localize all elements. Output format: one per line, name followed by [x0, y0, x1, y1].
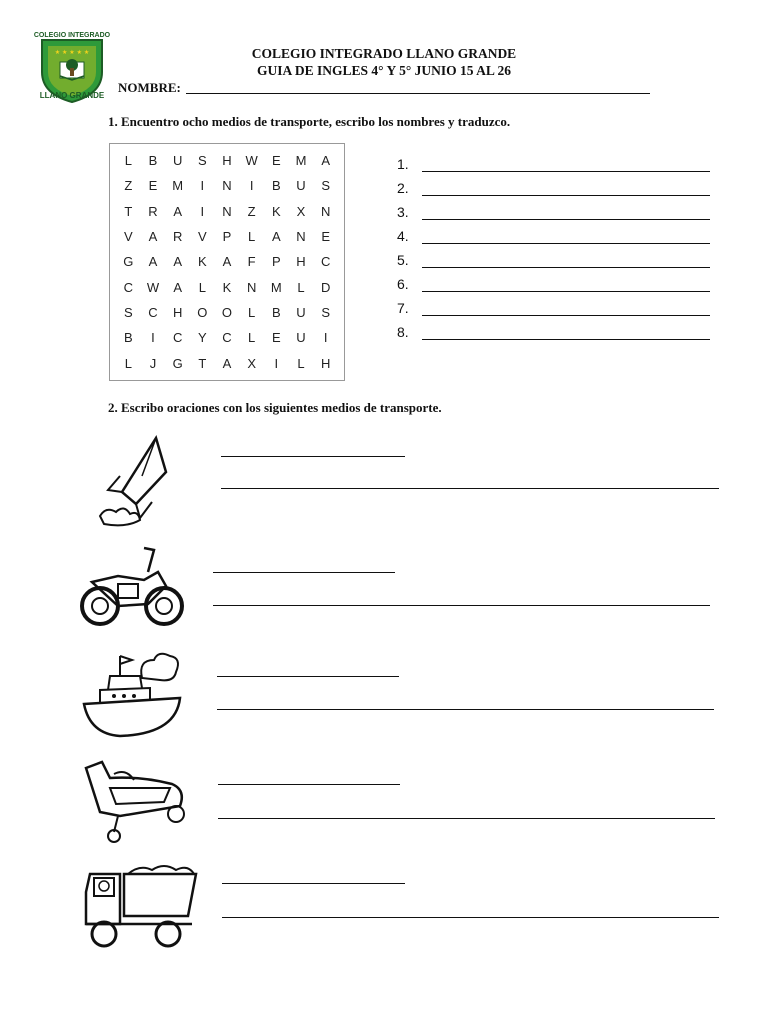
- grid-letter[interactable]: A: [321, 153, 330, 169]
- grid-letter[interactable]: M: [172, 178, 184, 194]
- grid-letter[interactable]: F: [247, 254, 256, 270]
- answer-number: 1.: [397, 156, 409, 172]
- svg-text:★ ★ ★ ★ ★: ★ ★ ★ ★ ★: [54, 49, 90, 56]
- grid-letter[interactable]: U: [172, 153, 183, 169]
- name-field-line[interactable]: [186, 93, 650, 94]
- grid-letter[interactable]: L: [198, 279, 206, 295]
- grid-letter[interactable]: B: [123, 330, 133, 346]
- grid-letter[interactable]: A: [222, 254, 232, 270]
- grid-letter[interactable]: E: [148, 178, 158, 194]
- answer-line[interactable]: [422, 291, 710, 292]
- grid-letter[interactable]: M: [270, 279, 282, 295]
- grid-letter[interactable]: S: [123, 305, 133, 321]
- grid-letter[interactable]: E: [271, 153, 281, 169]
- grid-letter[interactable]: P: [222, 229, 232, 245]
- school-title: COLEGIO INTEGRADO LLANO GRANDE: [251, 46, 517, 61]
- grid-letter[interactable]: B: [148, 153, 158, 169]
- grid-letter[interactable]: V: [123, 229, 133, 245]
- grid-letter[interactable]: S: [321, 178, 330, 194]
- grid-letter[interactable]: L: [124, 153, 132, 169]
- label-line-truck[interactable]: [222, 883, 405, 884]
- grid-letter[interactable]: I: [323, 330, 328, 346]
- label-line-ship[interactable]: [217, 676, 399, 677]
- answer-line[interactable]: [422, 219, 710, 220]
- grid-letter[interactable]: Z: [247, 203, 256, 219]
- sentence-line-airplane[interactable]: [218, 818, 715, 819]
- grid-letter[interactable]: C: [172, 330, 183, 346]
- answer-number: 7.: [397, 300, 409, 316]
- grid-letter[interactable]: K: [222, 279, 232, 295]
- grid-letter[interactable]: A: [173, 203, 182, 219]
- grid-letter[interactable]: G: [172, 355, 183, 371]
- sentence-line-rocket[interactable]: [221, 488, 719, 489]
- answer-number: 6.: [397, 276, 409, 292]
- grid-letter[interactable]: I: [274, 355, 279, 371]
- grid-letter[interactable]: C: [123, 279, 134, 295]
- grid-letter[interactable]: L: [297, 279, 305, 295]
- answer-line[interactable]: [422, 315, 710, 316]
- name-label: NOMBRE:: [118, 80, 181, 95]
- sentence-line-motorcycle[interactable]: [213, 605, 710, 606]
- grid-letter[interactable]: A: [148, 254, 158, 270]
- grid-letter[interactable]: X: [247, 355, 256, 371]
- grid-letter[interactable]: R: [148, 203, 158, 219]
- grid-letter[interactable]: A: [222, 355, 232, 371]
- grid-letter[interactable]: U: [296, 178, 306, 194]
- logo-text-bottom: LLANO GRANDE: [39, 91, 105, 100]
- grid-letter[interactable]: A: [271, 229, 281, 245]
- grid-letter[interactable]: B: [271, 178, 281, 194]
- grid-letter[interactable]: K: [197, 254, 207, 270]
- grid-letter[interactable]: U: [296, 305, 306, 321]
- grid-letter[interactable]: D: [320, 279, 331, 295]
- grid-letter[interactable]: M: [295, 153, 307, 169]
- grid-letter[interactable]: S: [321, 305, 330, 321]
- grid-letter[interactable]: L: [248, 330, 256, 346]
- grid-letter[interactable]: H: [296, 254, 306, 270]
- grid-letter[interactable]: H: [222, 153, 232, 169]
- grid-letter[interactable]: N: [246, 279, 257, 295]
- answer-line[interactable]: [422, 267, 710, 268]
- airplane-icon: [80, 758, 190, 851]
- grid-letter[interactable]: H: [320, 355, 331, 371]
- grid-letter[interactable]: G: [123, 254, 134, 270]
- grid-letter[interactable]: I: [200, 178, 205, 194]
- answer-line[interactable]: [422, 243, 710, 244]
- answer-line[interactable]: [422, 195, 710, 196]
- sentence-line-ship[interactable]: [217, 709, 714, 710]
- grid-letter[interactable]: L: [124, 355, 132, 371]
- answer-line[interactable]: [422, 171, 710, 172]
- grid-letter[interactable]: L: [297, 355, 305, 371]
- grid-letter[interactable]: H: [172, 305, 183, 321]
- grid-letter[interactable]: K: [271, 203, 281, 219]
- label-line-airplane[interactable]: [218, 784, 400, 785]
- grid-letter[interactable]: B: [271, 305, 281, 321]
- grid-letter[interactable]: P: [271, 254, 281, 270]
- grid-letter[interactable]: T: [124, 203, 133, 219]
- answer-line[interactable]: [422, 339, 710, 340]
- grid-letter[interactable]: I: [249, 178, 254, 194]
- grid-letter[interactable]: R: [172, 229, 183, 245]
- grid-letter[interactable]: A: [173, 254, 182, 270]
- grid-letter[interactable]: N: [320, 203, 331, 219]
- grid-letter[interactable]: L: [248, 305, 256, 321]
- grid-letter[interactable]: W: [245, 153, 258, 169]
- dump-truck-icon: [80, 862, 200, 957]
- answer-number: 2.: [397, 180, 409, 196]
- grid-letter[interactable]: N: [296, 229, 306, 245]
- grid-letter[interactable]: C: [222, 330, 232, 346]
- grid-letter[interactable]: Y: [197, 330, 207, 346]
- grid-letter[interactable]: I: [151, 330, 155, 346]
- grid-letter[interactable]: W: [146, 279, 160, 295]
- grid-letter[interactable]: X: [296, 203, 306, 219]
- grid-letter[interactable]: L: [248, 229, 256, 245]
- grid-letter[interactable]: O: [197, 305, 208, 321]
- logo-text-top: COLEGIO INTEGRADO: [33, 32, 111, 39]
- grid-letter[interactable]: O: [221, 305, 233, 321]
- label-line-rocket[interactable]: [221, 456, 405, 457]
- question-2-text: 2. Escribo oraciones con los siguientes medios de transporte.: [108, 400, 442, 415]
- grid-letter[interactable]: C: [148, 305, 158, 321]
- sentence-line-truck[interactable]: [222, 917, 719, 918]
- grid-letter[interactable]: A: [148, 229, 158, 245]
- rocket-icon: [96, 432, 180, 533]
- motorcycle-icon: [78, 546, 186, 641]
- grid-letter[interactable]: A: [173, 279, 182, 295]
- grid-letter[interactable]: U: [296, 330, 306, 346]
- question-1-text: 1. Encuentro ocho medios de transporte, escribo los nombres y traduzco.: [108, 114, 511, 129]
- grid-letter[interactable]: J: [149, 355, 157, 371]
- grid-letter[interactable]: N: [222, 178, 232, 194]
- word-search-grid[interactable]: [109, 143, 345, 381]
- answer-number: 5.: [397, 252, 409, 268]
- grid-letter[interactable]: V: [197, 229, 207, 245]
- grid-letter[interactable]: E: [271, 330, 281, 346]
- ship-icon: [80, 650, 184, 747]
- grid-letter[interactable]: N: [222, 203, 232, 219]
- answer-number: 8.: [397, 324, 409, 340]
- label-line-motorcycle[interactable]: [213, 572, 395, 573]
- grid-letter[interactable]: S: [197, 153, 207, 169]
- grid-letter[interactable]: C: [320, 254, 331, 270]
- grid-letter[interactable]: E: [321, 229, 330, 245]
- grid-letter[interactable]: T: [198, 355, 207, 371]
- guide-title: GUIA DE INGLES 4° Y 5° JUNIO 15 AL 26: [257, 63, 511, 78]
- grid-letter[interactable]: Z: [124, 178, 133, 194]
- answer-number: 4.: [397, 228, 409, 244]
- grid-letter[interactable]: I: [200, 203, 205, 219]
- answer-number: 3.: [397, 204, 409, 220]
